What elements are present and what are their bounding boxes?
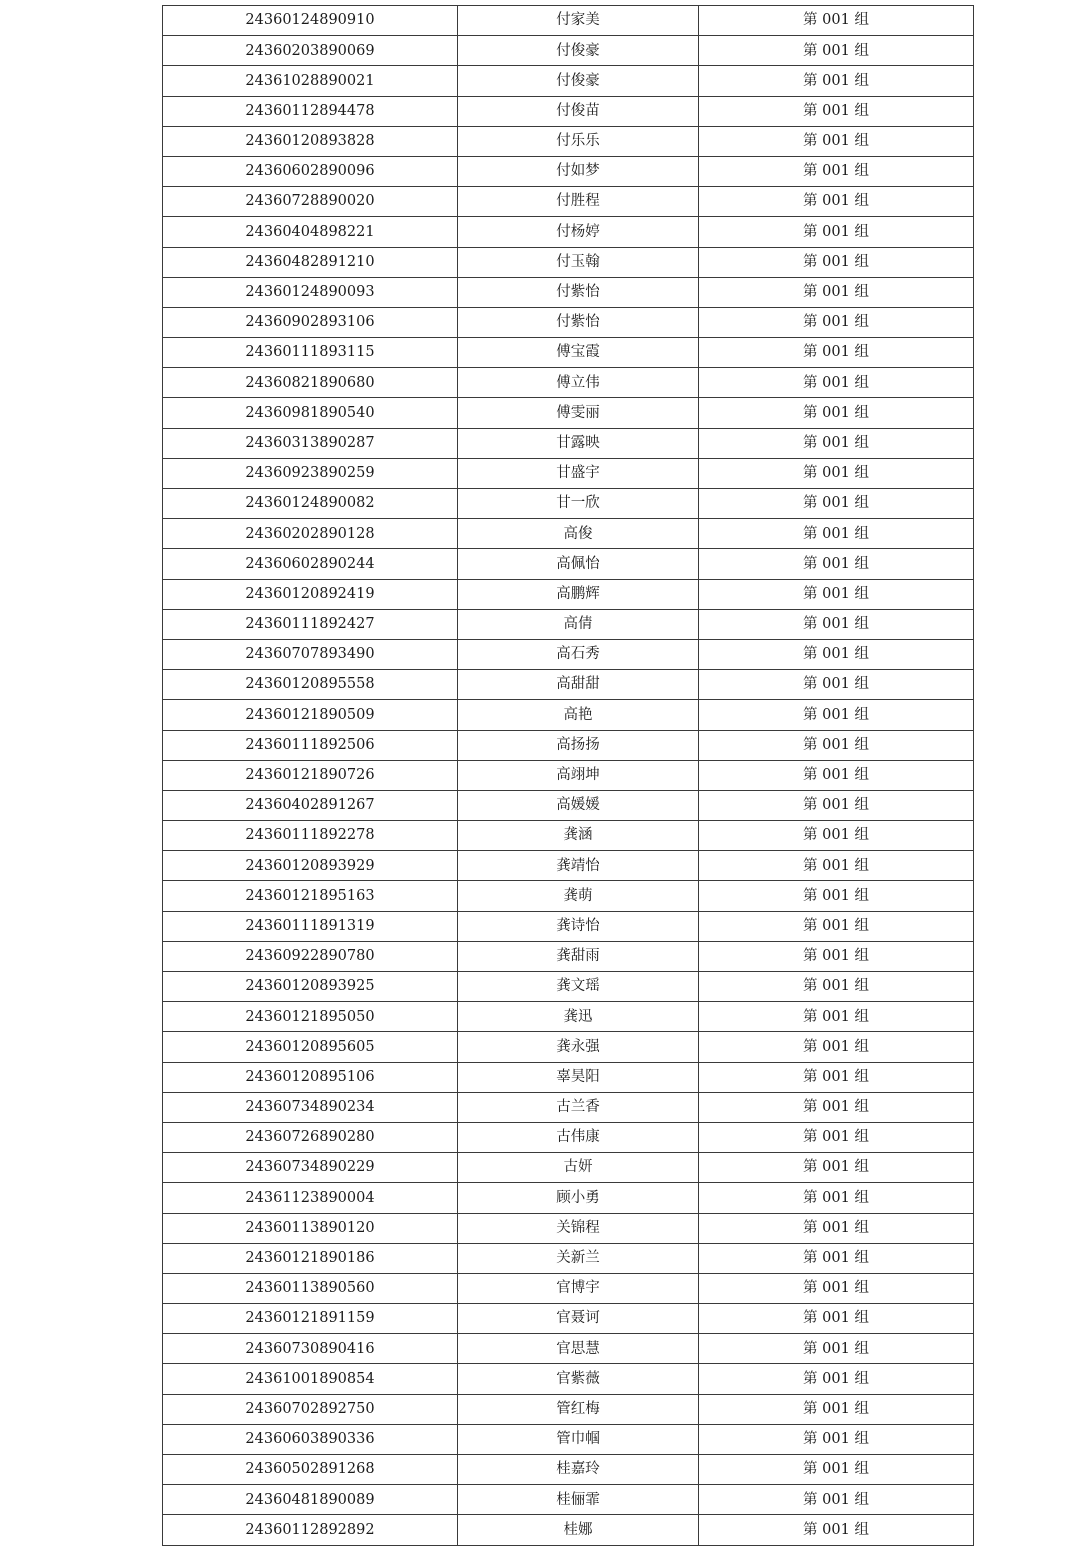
group-cell: 第 001 组 [699,6,974,36]
candidate-name-cell: 付杨婷 [458,217,699,247]
candidate-id-cell: 24360602890096 [163,156,458,186]
candidate-name-cell: 龚甜雨 [458,941,699,971]
table-row [163,1032,974,1062]
candidate-name-cell: 关新兰 [458,1243,699,1273]
candidate-id-cell: 24360734890229 [163,1153,458,1183]
group-cell: 第 001 组 [699,579,974,609]
candidate-name-cell: 管巾帼 [458,1424,699,1454]
candidate-name-cell: 甘一欣 [458,489,699,519]
group-cell: 第 001 组 [699,1062,974,1092]
group-cell: 第 001 组 [699,972,974,1002]
candidate-id-cell: 24360402891267 [163,790,458,820]
candidate-id-cell: 24361123890004 [163,1183,458,1213]
candidate-id-cell: 24360120895106 [163,1062,458,1092]
candidate-name-cell: 龚迅 [458,1002,699,1032]
candidate-id-cell: 24360111892506 [163,730,458,760]
candidate-name-cell: 官博宇 [458,1273,699,1303]
table-row [163,126,974,156]
group-cell: 第 001 组 [699,1515,974,1545]
table-row [163,549,974,579]
group-cell: 第 001 组 [699,519,974,549]
candidate-name-cell: 关锦程 [458,1213,699,1243]
candidate-id-cell: 24360120892419 [163,579,458,609]
table-row [163,217,974,247]
candidate-name-cell: 傅立伟 [458,368,699,398]
group-cell: 第 001 组 [699,1213,974,1243]
group-cell: 第 001 组 [699,821,974,851]
table-row [163,639,974,669]
group-cell: 第 001 组 [699,549,974,579]
candidate-id-cell: 24361001890854 [163,1364,458,1394]
group-cell: 第 001 组 [699,1092,974,1122]
candidate-id-cell: 24360923890259 [163,458,458,488]
group-cell: 第 001 组 [699,730,974,760]
candidate-name-cell: 傅宝霞 [458,338,699,368]
table-row [163,1424,974,1454]
candidate-id-cell: 24360124890082 [163,489,458,519]
candidate-id-cell: 24360111893115 [163,338,458,368]
table-row [163,1062,974,1092]
table-row [163,187,974,217]
group-cell: 第 001 组 [699,458,974,488]
table-row [163,609,974,639]
table-row [163,96,974,126]
table-row [163,6,974,36]
table-row [163,1334,974,1364]
group-cell: 第 001 组 [699,66,974,96]
table-row [163,1002,974,1032]
candidate-id-cell: 24360702892750 [163,1394,458,1424]
table-row [163,428,974,458]
table-row [163,519,974,549]
candidate-id-cell: 24360602890244 [163,549,458,579]
table-row [163,1273,974,1303]
table-row [163,790,974,820]
group-cell: 第 001 组 [699,609,974,639]
candidate-name-cell: 甘盛宇 [458,458,699,488]
table-row [163,489,974,519]
group-cell: 第 001 组 [699,790,974,820]
group-cell: 第 001 组 [699,1485,974,1515]
candidate-name-cell: 付家美 [458,6,699,36]
group-cell: 第 001 组 [699,1122,974,1152]
candidate-name-cell: 付乐乐 [458,126,699,156]
group-cell: 第 001 组 [699,489,974,519]
table-row [163,1092,974,1122]
candidate-name-cell: 甘露映 [458,428,699,458]
group-cell: 第 001 组 [699,670,974,700]
candidate-name-cell: 高甜甜 [458,670,699,700]
candidate-id-cell: 24360203890069 [163,36,458,66]
candidate-name-cell: 桂嘉玲 [458,1455,699,1485]
candidate-id-cell: 24360730890416 [163,1334,458,1364]
roster-body [163,6,974,1546]
group-cell: 第 001 组 [699,1304,974,1334]
group-cell: 第 001 组 [699,398,974,428]
table-row [163,1455,974,1485]
group-cell: 第 001 组 [699,126,974,156]
candidate-name-cell: 傅雯丽 [458,398,699,428]
table-row [163,36,974,66]
candidate-id-cell: 24360734890234 [163,1092,458,1122]
candidate-id-cell: 24360121890726 [163,760,458,790]
candidate-name-cell: 辜昊阳 [458,1062,699,1092]
candidate-name-cell: 付胜程 [458,187,699,217]
candidate-id-cell: 24360482891210 [163,247,458,277]
candidate-id-cell: 24360111891319 [163,911,458,941]
candidate-name-cell: 高石秀 [458,639,699,669]
candidate-id-cell: 24360121890186 [163,1243,458,1273]
candidate-name-cell: 官思慧 [458,1334,699,1364]
group-cell: 第 001 组 [699,760,974,790]
table-row [163,1304,974,1334]
candidate-id-cell: 24360502891268 [163,1455,458,1485]
candidate-id-cell: 24360922890780 [163,941,458,971]
table-row [163,398,974,428]
table-row [163,881,974,911]
candidate-id-cell: 24360113890560 [163,1273,458,1303]
group-cell: 第 001 组 [699,307,974,337]
candidate-id-cell: 24360902893106 [163,307,458,337]
candidate-id-cell: 24360121890509 [163,700,458,730]
group-cell: 第 001 组 [699,1153,974,1183]
candidate-name-cell: 高佩怡 [458,549,699,579]
candidate-id-cell: 24360404898221 [163,217,458,247]
group-cell: 第 001 组 [699,217,974,247]
candidate-id-cell: 24360111892278 [163,821,458,851]
candidate-id-cell: 24360113890120 [163,1213,458,1243]
table-row [163,368,974,398]
candidate-name-cell: 龚涵 [458,821,699,851]
table-row [163,277,974,307]
group-cell: 第 001 组 [699,428,974,458]
group-cell: 第 001 组 [699,639,974,669]
table-row [163,247,974,277]
candidate-name-cell: 官紫薇 [458,1364,699,1394]
candidate-id-cell: 24360821890680 [163,368,458,398]
table-row [163,1122,974,1152]
table-row [163,730,974,760]
candidate-name-cell: 龚永强 [458,1032,699,1062]
candidate-id-cell: 24360111892427 [163,609,458,639]
group-cell: 第 001 组 [699,1394,974,1424]
table-row [163,941,974,971]
candidate-id-cell: 24361028890021 [163,66,458,96]
group-cell: 第 001 组 [699,1002,974,1032]
candidate-id-cell: 24360481890089 [163,1485,458,1515]
candidate-id-cell: 24360124890093 [163,277,458,307]
group-cell: 第 001 组 [699,1243,974,1273]
candidate-name-cell: 付俊豪 [458,36,699,66]
candidate-name-cell: 付如梦 [458,156,699,186]
candidate-name-cell: 管红梅 [458,1394,699,1424]
candidate-name-cell: 付紫怡 [458,277,699,307]
candidate-name-cell: 古兰香 [458,1092,699,1122]
candidate-name-cell: 高倩 [458,609,699,639]
table-row [163,1243,974,1273]
table-row [163,1183,974,1213]
table-row [163,579,974,609]
group-cell: 第 001 组 [699,911,974,941]
table-row [163,821,974,851]
candidate-name-cell: 龚文瑶 [458,972,699,1002]
table-row [163,760,974,790]
candidate-name-cell: 古妍 [458,1153,699,1183]
table-row [163,1485,974,1515]
candidate-name-cell: 高鹏辉 [458,579,699,609]
candidate-name-cell: 付紫怡 [458,307,699,337]
candidate-name-cell: 付玉翰 [458,247,699,277]
group-cell: 第 001 组 [699,36,974,66]
candidate-name-cell: 龚诗怡 [458,911,699,941]
candidate-name-cell: 高俊 [458,519,699,549]
candidate-name-cell: 高扬扬 [458,730,699,760]
candidate-id-cell: 24360202890128 [163,519,458,549]
roster-table [162,5,974,1546]
table-row [163,1213,974,1243]
table-row [163,700,974,730]
candidate-id-cell: 24360120893828 [163,126,458,156]
group-cell: 第 001 组 [699,851,974,881]
candidate-id-cell: 24360120895605 [163,1032,458,1062]
candidate-id-cell: 24360121895050 [163,1002,458,1032]
group-cell: 第 001 组 [699,247,974,277]
table-row [163,972,974,1002]
group-cell: 第 001 组 [699,941,974,971]
table-row [163,1394,974,1424]
candidate-id-cell: 24360707893490 [163,639,458,669]
candidate-id-cell: 24360603890336 [163,1424,458,1454]
candidate-name-cell: 高媛媛 [458,790,699,820]
candidate-name-cell: 桂俪霏 [458,1485,699,1515]
candidate-id-cell: 24360120893929 [163,851,458,881]
table-row [163,66,974,96]
table-row [163,1515,974,1545]
candidate-name-cell: 桂娜 [458,1515,699,1545]
candidate-id-cell: 24360112892892 [163,1515,458,1545]
table-row [163,338,974,368]
group-cell: 第 001 组 [699,187,974,217]
group-cell: 第 001 组 [699,1334,974,1364]
table-row [163,156,974,186]
candidate-id-cell: 24360313890287 [163,428,458,458]
candidate-name-cell: 付俊豪 [458,66,699,96]
group-cell: 第 001 组 [699,1364,974,1394]
candidate-id-cell: 24360121891159 [163,1304,458,1334]
candidate-name-cell: 高艳 [458,700,699,730]
candidate-name-cell: 龚靖怡 [458,851,699,881]
candidate-id-cell: 24360120893925 [163,972,458,1002]
candidate-id-cell: 24360981890540 [163,398,458,428]
candidate-id-cell: 24360112894478 [163,96,458,126]
group-cell: 第 001 组 [699,1032,974,1062]
group-cell: 第 001 组 [699,1455,974,1485]
candidate-id-cell: 24360726890280 [163,1122,458,1152]
table-row [163,911,974,941]
group-cell: 第 001 组 [699,277,974,307]
group-cell: 第 001 组 [699,1183,974,1213]
candidate-name-cell: 官聂诃 [458,1304,699,1334]
candidate-id-cell: 24360124890910 [163,6,458,36]
table-row [163,1364,974,1394]
candidate-name-cell: 付俊苗 [458,96,699,126]
table-row [163,1153,974,1183]
candidate-name-cell: 高翊坤 [458,760,699,790]
candidate-name-cell: 顾小勇 [458,1183,699,1213]
candidate-name-cell: 古伟康 [458,1122,699,1152]
candidate-id-cell: 24360121895163 [163,881,458,911]
group-cell: 第 001 组 [699,156,974,186]
table-row [163,307,974,337]
group-cell: 第 001 组 [699,881,974,911]
table-row [163,458,974,488]
candidate-id-cell: 24360728890020 [163,187,458,217]
group-cell: 第 001 组 [699,96,974,126]
table-row [163,851,974,881]
group-cell: 第 001 组 [699,368,974,398]
group-cell: 第 001 组 [699,1273,974,1303]
group-cell: 第 001 组 [699,700,974,730]
group-cell: 第 001 组 [699,338,974,368]
candidate-name-cell: 龚萌 [458,881,699,911]
table-row [163,670,974,700]
group-cell: 第 001 组 [699,1424,974,1454]
candidate-id-cell: 24360120895558 [163,670,458,700]
